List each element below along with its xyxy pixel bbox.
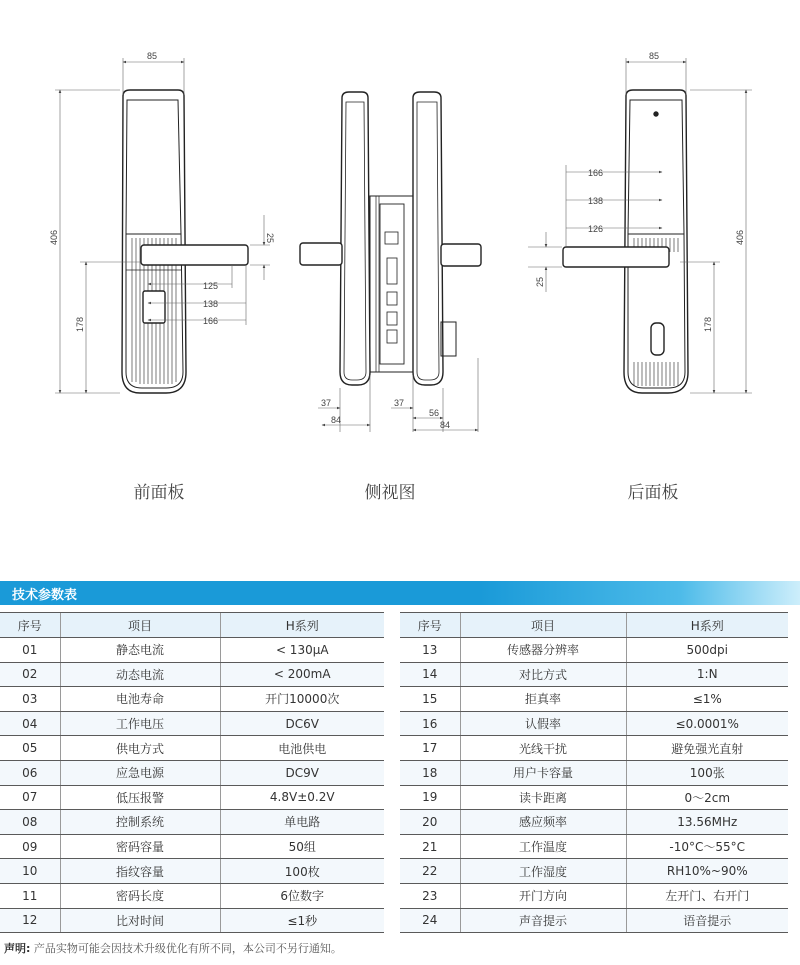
screw-hole: [654, 112, 658, 116]
cell-value: 左开门、右开门: [626, 883, 788, 908]
back-panel-caption: 后面板: [627, 483, 679, 503]
table-row: [400, 760, 788, 785]
header-index: 序号: [0, 613, 60, 638]
cell-item: 拒真率: [460, 687, 626, 712]
handle: [141, 245, 248, 265]
table-row: [0, 908, 384, 933]
front-lower-label: 178: [75, 316, 85, 332]
cell-index: 15: [400, 687, 460, 712]
header-series: H系列: [626, 613, 788, 638]
table-row: [400, 859, 788, 884]
disclaimer-label: 声明:: [4, 942, 31, 955]
cell-item: 比对时间: [60, 908, 220, 933]
fingerprint-window: [143, 291, 165, 323]
cell-item: 感应频率: [460, 810, 626, 835]
cell-index: 11: [0, 883, 60, 908]
back-lower-label: 178: [703, 316, 713, 332]
cell-item: 密码容量: [60, 834, 220, 859]
table-row: [0, 687, 384, 712]
cell-value: ≤1秒: [220, 908, 384, 933]
cell-index: 02: [0, 662, 60, 687]
cell-value: < 200mA: [220, 662, 384, 687]
cell-index: 19: [400, 785, 460, 810]
cell-value: 100张: [626, 760, 788, 785]
front-dim-b-label: 138: [203, 299, 219, 309]
cell-value: 500dpi: [626, 638, 788, 663]
table-row: [400, 736, 788, 761]
cell-value: ≤1%: [626, 687, 788, 712]
cell-value: 单电路: [220, 810, 384, 835]
thumb-turn: [651, 323, 664, 355]
cell-value: -10°C～55°C: [626, 834, 788, 859]
back-dim-a-label: 166: [588, 168, 604, 178]
side-view-drawing: [300, 92, 481, 385]
cell-index: 09: [0, 834, 60, 859]
cell-item: 传感器分辨率: [460, 638, 626, 663]
side-dim-e-label: 84: [440, 420, 451, 430]
cell-value: 避免强光直射: [626, 736, 788, 761]
table-row: [0, 662, 384, 687]
cell-index: 10: [0, 859, 60, 884]
cell-value: 1:N: [626, 662, 788, 687]
disclaimer-text: 产品实物可能会因技术升级优化有所不同，本公司不另行通知。: [30, 942, 342, 955]
table-row: [400, 662, 788, 687]
cell-index: 07: [0, 785, 60, 810]
cell-value: 电池供电: [220, 736, 384, 761]
back-handle-offset-label: 25: [535, 276, 545, 287]
spec-table-right: [400, 612, 788, 933]
table-row: [0, 760, 384, 785]
back-dim-c-label: 126: [588, 224, 604, 234]
handle-right: [441, 244, 481, 266]
table-row: [0, 736, 384, 761]
table-row: [0, 810, 384, 835]
header-item: 项目: [60, 613, 220, 638]
handle-left: [300, 243, 342, 265]
cell-index: 08: [0, 810, 60, 835]
cell-index: 13: [400, 638, 460, 663]
cell-item: 指纹容量: [60, 859, 220, 884]
table-row: [0, 711, 384, 736]
cell-index: 22: [400, 859, 460, 884]
side-dim-c-label: 37: [394, 398, 405, 408]
cell-index: 01: [0, 638, 60, 663]
cell-item: 低压报警: [60, 785, 220, 810]
cell-index: 18: [400, 760, 460, 785]
back-dimensions: [528, 58, 752, 393]
cell-value: 100枚: [220, 859, 384, 884]
spec-table-banner: [0, 581, 800, 605]
cell-value: DC9V: [220, 760, 384, 785]
cell-index: 20: [400, 810, 460, 835]
cell-item: 控制系统: [60, 810, 220, 835]
cell-index: 21: [400, 834, 460, 859]
cell-item: 光线干扰: [460, 736, 626, 761]
spec-table-title: 技术参数表: [12, 588, 78, 603]
cell-item: 电池寿命: [60, 687, 220, 712]
back-height-label: 406: [735, 229, 745, 245]
cell-item: 工作湿度: [460, 859, 626, 884]
table-row: [400, 638, 788, 663]
side-dim-b-label: 84: [331, 415, 342, 425]
cell-item: 供电方式: [60, 736, 220, 761]
table-row: [400, 687, 788, 712]
cell-value: < 130μA: [220, 638, 384, 663]
cell-item: 声音提示: [460, 908, 626, 933]
cell-item: 工作温度: [460, 834, 626, 859]
back-panel-drawing: [563, 90, 688, 393]
cell-item: 工作电压: [60, 711, 220, 736]
cell-value: RH10%~90%: [626, 859, 788, 884]
table-row: [0, 785, 384, 810]
table-row: [400, 711, 788, 736]
cell-item: 密码长度: [60, 883, 220, 908]
side-view-caption: 侧视图: [364, 483, 416, 503]
table-row: [400, 834, 788, 859]
side-dim-a-label: 37: [321, 398, 332, 408]
front-dim-a-label: 125: [203, 281, 219, 291]
table-row: [0, 883, 384, 908]
spec-table-left: [0, 612, 384, 933]
cell-value: 0～2cm: [626, 785, 788, 810]
cell-item: 开门方向: [460, 883, 626, 908]
cell-value: 开门10000次: [220, 687, 384, 712]
side-dimensions: [318, 358, 478, 432]
cell-index: 17: [400, 736, 460, 761]
table-row: [0, 859, 384, 884]
front-dim-c-label: 166: [203, 316, 219, 326]
header-index: 序号: [400, 613, 460, 638]
handle: [563, 247, 669, 267]
side-dim-d-label: 56: [429, 408, 440, 418]
back-width-label: 85: [649, 51, 660, 61]
cell-item: 动态电流: [60, 662, 220, 687]
front-height-label: 406: [49, 229, 59, 245]
cell-index: 04: [0, 711, 60, 736]
front-handle-offset-label: 25: [265, 233, 275, 244]
cell-value: 6位数字: [220, 883, 384, 908]
back-dim-b-label: 138: [588, 196, 604, 206]
table-row: [400, 785, 788, 810]
cell-index: 14: [400, 662, 460, 687]
cell-index: 12: [0, 908, 60, 933]
cell-index: 06: [0, 760, 60, 785]
cell-index: 03: [0, 687, 60, 712]
header-item: 项目: [460, 613, 626, 638]
cell-value: 语音提示: [626, 908, 788, 933]
header-series: H系列: [220, 613, 384, 638]
cell-value: 50组: [220, 834, 384, 859]
table-row: [400, 810, 788, 835]
front-panel-caption: 前面板: [133, 483, 185, 503]
cell-value: ≤0.0001%: [626, 711, 788, 736]
cell-index: 23: [400, 883, 460, 908]
front-width-label: 85: [147, 51, 158, 61]
cell-index: 05: [0, 736, 60, 761]
cell-value: 4.8V±0.2V: [220, 785, 384, 810]
cell-item: 用户卡容量: [460, 760, 626, 785]
cell-item: 读卡距离: [460, 785, 626, 810]
table-row: [400, 908, 788, 933]
table-row: [0, 638, 384, 663]
cell-index: 24: [400, 908, 460, 933]
front-panel-drawing: [122, 90, 248, 393]
table-row: [400, 883, 788, 908]
disclaimer: [4, 940, 342, 956]
cell-index: 16: [400, 711, 460, 736]
front-dimensions: [55, 58, 270, 393]
cell-item: 静态电流: [60, 638, 220, 663]
cell-item: 对比方式: [460, 662, 626, 687]
cell-item: 应急电源: [60, 760, 220, 785]
table-row: [0, 834, 384, 859]
cell-value: 13.56MHz: [626, 810, 788, 835]
cell-item: 认假率: [460, 711, 626, 736]
cell-value: DC6V: [220, 711, 384, 736]
